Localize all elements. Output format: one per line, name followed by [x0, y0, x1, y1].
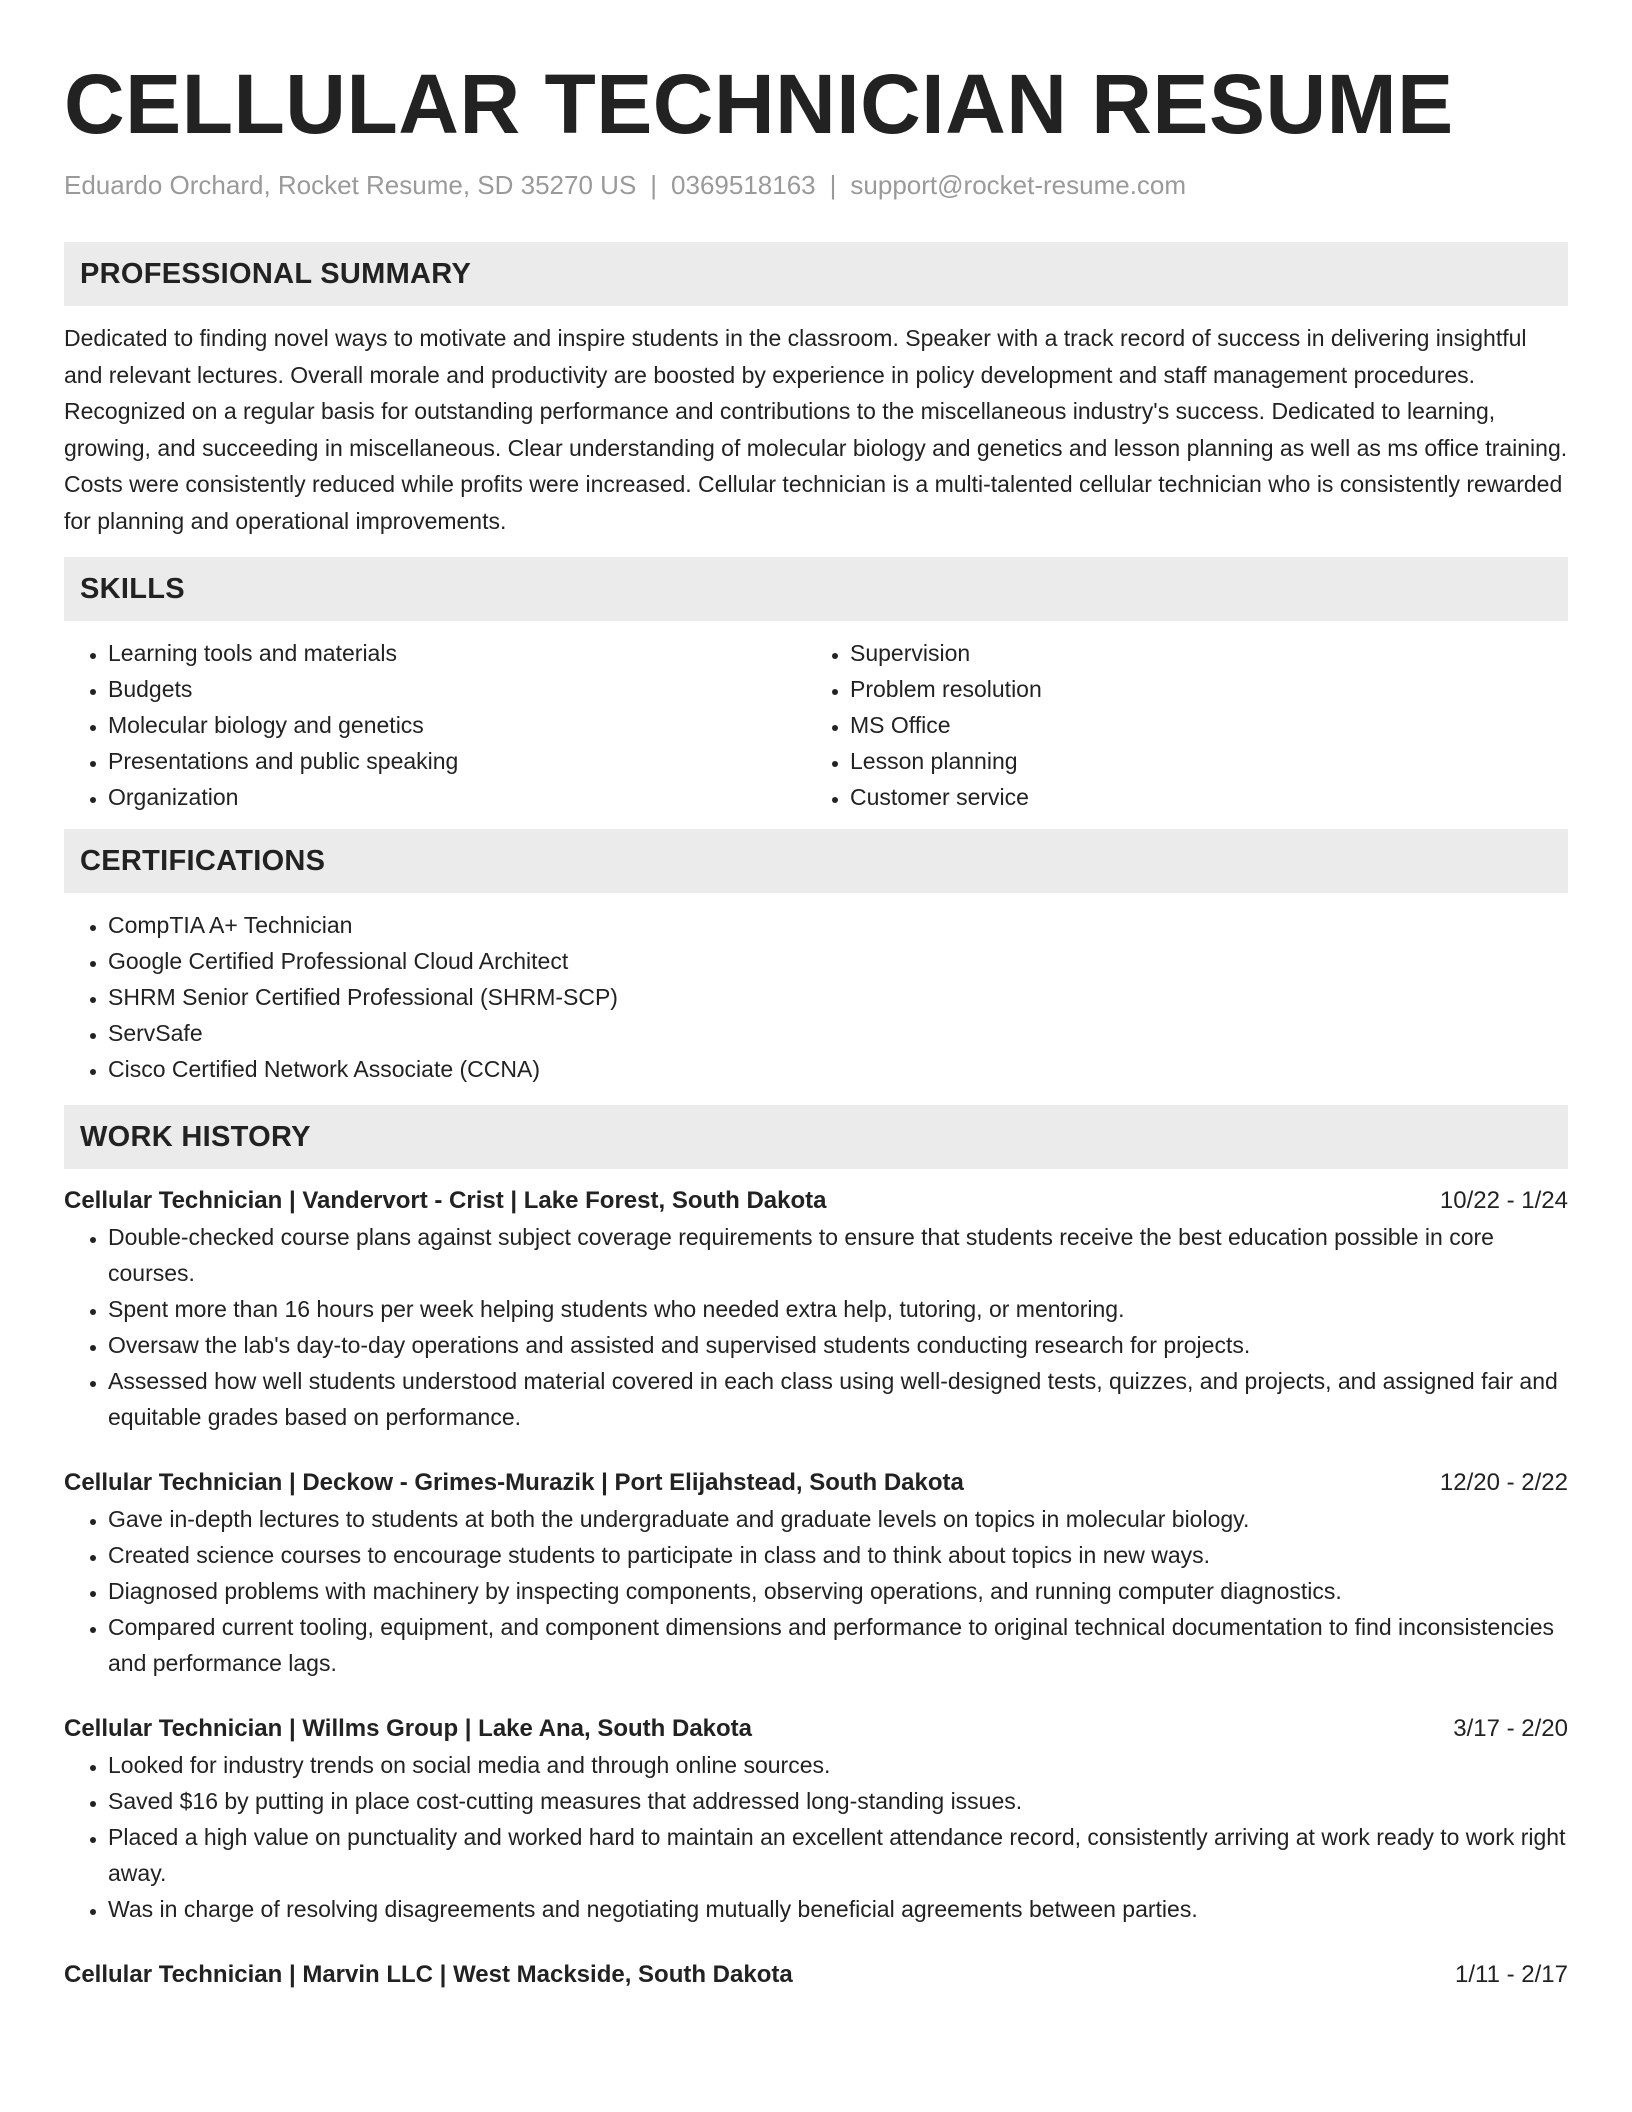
- resume-page: [64, 0, 1568, 1993]
- job-header: [64, 1465, 1568, 1501]
- job-bullet: • Spent more than 16 hours per week helping students who needed extra help, tutoring, or mentoring.: [108, 1291, 1568, 1327]
- job-bullet: • Double-checked course plans against subject coverage requirements to ensure that students receive the best education possible in core courses.: [108, 1219, 1568, 1291]
- contact-separator: |: [650, 170, 658, 200]
- certifications-list: [64, 907, 1568, 1087]
- job-title: Cellular Technician | Vandervort - Crist | Lake Forest, South Dakota: [64, 1187, 827, 1214]
- job-bullet: • Oversaw the lab's day-to-day operations and assisted and supervised students conducting research for projects.: [108, 1327, 1568, 1363]
- job-bullets: [64, 1501, 1568, 1681]
- skill-item: • Budgets: [108, 671, 806, 707]
- skill-item: • Problem resolution: [850, 671, 1548, 707]
- certification-item: • CompTIA A+ Technician: [108, 907, 1568, 943]
- resume-title: CELLULAR TECHNICIAN RESUME: [64, 57, 1454, 151]
- contact-separator: |: [829, 170, 837, 200]
- contact-address: Eduardo Orchard, Rocket Resume, SD 35270 US: [64, 170, 637, 200]
- job-bullet: • Assessed how well students understood material covered in each class using well-designed tests, quizzes, and projects, and assigned fair and equitable grades based on performance.: [108, 1363, 1568, 1435]
- job-bullet: • Diagnosed problems with machinery by inspecting components, observing operations, and running computer diagnostics.: [108, 1573, 1568, 1609]
- job-bullets: [64, 1219, 1568, 1435]
- skill-item: • Molecular biology and genetics: [108, 707, 806, 743]
- summary-heading: PROFESSIONAL SUMMARY: [64, 242, 1568, 306]
- contact-email: support@rocket-resume.com: [850, 170, 1187, 200]
- job-entry: [64, 1957, 1568, 1993]
- job-title: Cellular Technician | Willms Group | Lake Ana, South Dakota: [64, 1715, 753, 1742]
- job-dates: 10/22 - 1/24: [1439, 1187, 1568, 1214]
- certification-item: • SHRM Senior Certified Professional (SHRM-SCP): [108, 979, 1568, 1015]
- job-entry: [64, 1183, 1568, 1435]
- summary-text: Dedicated to finding novel ways to motivate and inspire students in the classroom. Speaker with a track record of success in delivering insightful and relevant lectures. Overall morale and productivity are boosted by experience in policy development and staff management procedures. Recognized on a regular basis for outstanding performance and contributions to the miscellaneous industry's success. Dedicated to learning, growing, and succeeding in miscellaneous. Clear understanding of molecular biology and genetics and lesson planning as well as ms office training. Costs were consistently reduced while profits were increased. Cellular technician is a multi-talented cellular technician who is consistently rewarded for planning and operational improvements.: [64, 325, 1568, 534]
- skill-item: • Customer service: [850, 779, 1548, 815]
- certification-item: • Cisco Certified Network Associate (CCNA): [108, 1051, 1568, 1087]
- job-bullet: • Placed a high value on punctuality and worked hard to maintain an excellent attendance record, consistently arriving at work ready to work right away.: [108, 1819, 1568, 1891]
- skill-item: • Supervision: [850, 635, 1548, 671]
- skill-item: • Lesson planning: [850, 743, 1548, 779]
- job-title: Cellular Technician | Marvin LLC | West Mackside, South Dakota: [64, 1961, 793, 1988]
- skill-item: • Presentations and public speaking: [108, 743, 806, 779]
- skills-column-right: [806, 635, 1548, 815]
- job-header: [64, 1711, 1568, 1747]
- job-entry: [64, 1465, 1568, 1681]
- certification-item: • ServSafe: [108, 1015, 1568, 1051]
- skills-heading: SKILLS: [64, 557, 1568, 621]
- job-header: [64, 1957, 1568, 1993]
- job-bullet: • Gave in-depth lectures to students at both the undergraduate and graduate levels on topics in molecular biology.: [108, 1501, 1568, 1537]
- job-header: [64, 1183, 1568, 1219]
- skill-item: • Learning tools and materials: [108, 635, 806, 671]
- job-bullet: • Compared current tooling, equipment, and component dimensions and performance to original technical documentation to find inconsistencies and performance lags.: [108, 1609, 1568, 1681]
- contact-line: [64, 168, 1568, 202]
- skill-item: • MS Office: [850, 707, 1548, 743]
- skills-column-left: [64, 635, 806, 815]
- certifications-heading: CERTIFICATIONS: [64, 829, 1568, 893]
- job-bullets: [64, 1747, 1568, 1927]
- job-bullet: • Saved $16 by putting in place cost-cutting measures that addressed long-standing issues.: [108, 1783, 1568, 1819]
- job-dates: 3/17 - 2/20: [1453, 1715, 1568, 1742]
- job-title: Cellular Technician | Deckow - Grimes-Murazik | Port Elijahstead, South Dakota: [64, 1469, 964, 1496]
- job-bullet: • Was in charge of resolving disagreements and negotiating mutually beneficial agreements between parties.: [108, 1891, 1568, 1927]
- job-entry: [64, 1711, 1568, 1927]
- skills-list: [64, 635, 1568, 815]
- job-bullet: • Looked for industry trends on social media and through online sources.: [108, 1747, 1568, 1783]
- job-dates: 1/11 - 2/17: [1455, 1961, 1568, 1988]
- skill-item: • Organization: [108, 779, 806, 815]
- certification-item: • Google Certified Professional Cloud Architect: [108, 943, 1568, 979]
- job-bullet: • Created science courses to encourage students to participate in class and to think about topics in new ways.: [108, 1537, 1568, 1573]
- job-dates: 12/20 - 2/22: [1439, 1469, 1568, 1496]
- contact-phone: 0369518163: [671, 170, 816, 200]
- work-history-heading: WORK HISTORY: [64, 1105, 1568, 1169]
